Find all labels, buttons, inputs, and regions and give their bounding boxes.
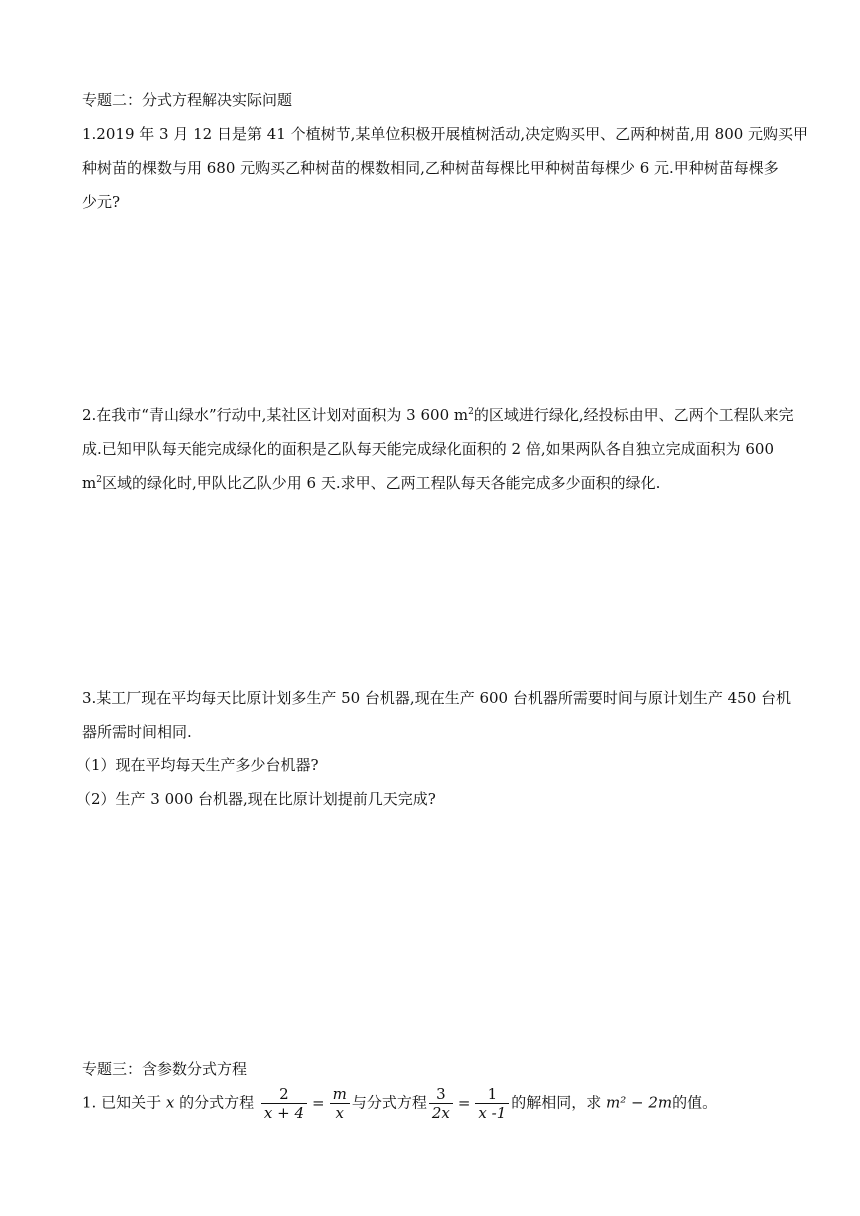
section3-heading: 专题三：含参数分式方程 [82,1060,248,1078]
q1-line1: 1.2019 年 3 月 12 日是第 41 个植树节,某单位积极开展植树活动,决定购买甲、乙两种树苗,用 800 元购买甲 [82,125,809,143]
equals-sign-2: = [457,1093,471,1112]
fraction-1-denominator: x + 4 [263,1104,304,1122]
fraction-3-denominator: 2x [431,1104,450,1122]
fraction-1-numerator: 2 [261,1085,307,1104]
q2-line3-text-a: m [82,474,97,492]
s3-q1-mid2: 与分式方程 [351,1093,427,1112]
q3-sub1: （1）现在平均每天生产多少台机器? [76,756,319,774]
fraction-2-denominator: x [335,1104,344,1122]
equals-sign-1: = [312,1093,325,1112]
s3-q1-mid1: 的分式方程 [174,1093,255,1112]
fraction-4 [475,1085,509,1122]
s3-q1-line [82,1085,717,1122]
fraction-1 [261,1085,307,1122]
fraction-2 [330,1085,350,1122]
q2-line3-superscript: 2 [96,475,102,485]
q2-line3-text-b: 区域的绿化时,甲队比乙队少用 6 天.求甲、乙两工程队每天各能完成多少面积的绿化. [101,474,661,492]
s3-q1-mid3: 的解相同，求 [511,1093,607,1112]
q3-line2: 器所需时间相同. [82,723,192,741]
q1-line3: 少元? [82,193,121,211]
s3-q1-expression: m² − 2m [606,1093,673,1112]
s3-q1-var-x: x [165,1093,175,1112]
q2-line1-text-b: 的区域进行绿化,经投标由甲、乙两个工程队来完 [473,406,794,424]
s3-q1-suffix: 的值。 [672,1093,718,1112]
fraction-3-numerator: 3 [429,1085,453,1104]
q3-sub2: （2）生产 3 000 台机器,现在比原计划提前几天完成? [76,790,436,808]
fraction-2-numerator: m [330,1085,350,1104]
section2-heading: 专题二：分式方程解决实际问题 [82,91,293,109]
q1-line2: 种树苗的棵数与用 680 元购买乙种树苗的棵数相同,乙种树苗每棵比甲种树苗每棵少 6 元.甲种树苗每棵多 [82,159,779,177]
fraction-4-denominator: x -1 [478,1104,507,1122]
q3-line1: 3.某工厂现在平均每天比原计划多生产 50 台机器,现在生产 600 台机器所需要时间与原计划生产 450 台机 [82,689,792,707]
q2-line3 [82,473,660,493]
q2-line1 [82,405,794,425]
s3-q1-prefix: 1. 已知关于 [82,1093,166,1112]
fraction-3 [429,1085,453,1122]
q2-line2: 成.已知甲队每天能完成绿化的面积是乙队每天能完成绿化面积的 2 倍,如果两队各自独立完成面积为 600 [82,440,775,458]
q2-line1-text-a: 2.在我市“青山绿水”行动中,某社区计划对面积为 3 600 m [82,406,469,424]
q2-line1-superscript: 2 [468,407,474,417]
fraction-4-numerator: 1 [475,1085,509,1104]
